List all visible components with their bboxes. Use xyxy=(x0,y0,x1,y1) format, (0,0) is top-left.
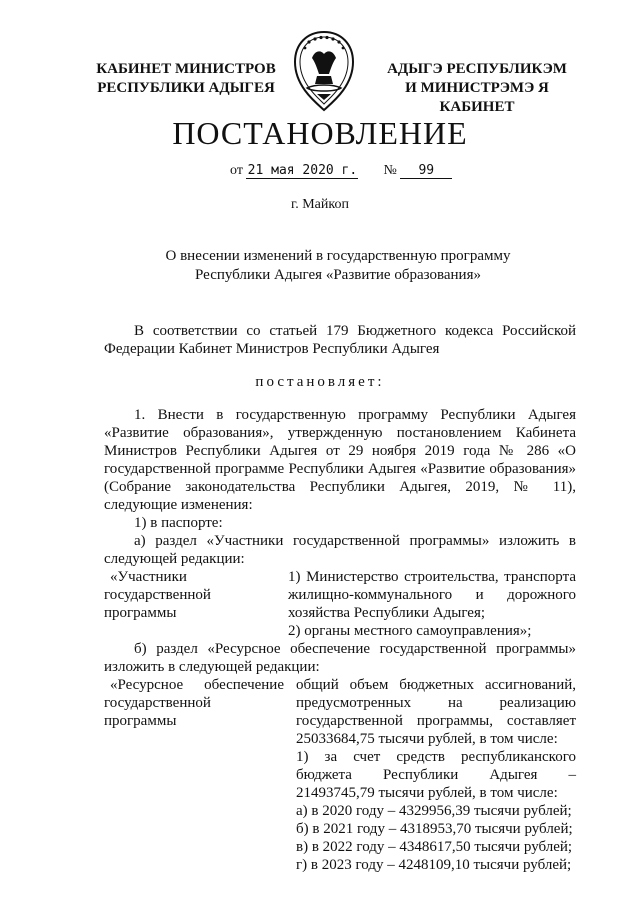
resources-value xyxy=(292,676,576,874)
coat-of-arms-icon xyxy=(287,28,361,114)
item-1-b: б) раздел «Ресурсное обеспечение государственной программы» изложить в следующей редакции: xyxy=(104,641,576,675)
table-row xyxy=(104,676,576,874)
participants-label-text: «Участники государственной программы xyxy=(104,569,211,621)
header-left-line2: РЕСПУБЛИКИ АДЫГЕЯ xyxy=(97,80,275,96)
resources-total: общий объем бюджетных ассигнований, предусмотренных на реализацию государственной программы, составляет 25033684,75 тысячи рублей, в том числе: xyxy=(296,677,576,747)
participants-item-2: 2) органы местного самоуправления»; xyxy=(288,623,532,639)
document-title: ПОСТАНОВЛЕНИЕ xyxy=(172,115,468,151)
participants-value xyxy=(284,568,576,640)
resources-year-2021: б) в 2021 году – 4318953,70 тысячи рублей; xyxy=(296,821,573,837)
header-left-line1: КАБИНЕТ МИНИСТРОВ xyxy=(96,61,276,77)
item-1: 1. Внести в государственную программу Республики Адыгея «Развитие образования», утвержденную постановлением Кабинета Министров Республики Адыгея от 29 ноября 2019 года № 286 «О государственной программе Республики Адыгея «Развитие образования» (Собрание законодательства Республики Адыгея, 2019, № 11), следующие изменения: xyxy=(104,407,576,513)
resources-label xyxy=(104,676,292,874)
date-prefix: от xyxy=(230,163,243,178)
date-line xyxy=(230,163,452,179)
document-subject xyxy=(0,247,640,285)
table-row xyxy=(104,568,576,640)
participants-item-1: 1) Министерство строительства, транспорта жилищно-коммунального и дорожного хозяйства Республики Адыгея; xyxy=(288,569,576,621)
resources-table xyxy=(104,676,576,874)
date-value: 21 мая 2020 г. xyxy=(247,163,358,178)
resources-republic-budget: 1) за счет средств республиканского бюджета Республики Адыгея – 21493745,79 тысячи рублей, в том числе: xyxy=(296,749,576,801)
preamble: В соответствии со статьей 179 Бюджетного кодекса Российской Федерации Кабинет Министров Республики Адыгея xyxy=(104,323,576,357)
resolves-text: постановляет: xyxy=(255,374,385,390)
participants-label xyxy=(104,568,284,640)
resources-year-2023: г) в 2023 году – 4248109,10 тысячи рублей; xyxy=(296,857,572,873)
number-prefix: № xyxy=(383,163,397,178)
header-left xyxy=(96,60,276,98)
item-1-a: а) раздел «Участники государственной программы» изложить в следующей редакции: xyxy=(104,533,576,567)
main-body xyxy=(104,406,576,874)
resources-year-2022: в) в 2022 году – 4348617,50 тысячи рублей; xyxy=(296,839,573,855)
header-right-line2: И МИНИСТРЭМЭ Я КАБИНЕТ xyxy=(405,80,549,115)
subject-line1: О внесении изменений в государственную программу xyxy=(165,248,511,264)
participants-table xyxy=(104,568,576,640)
subject-line2: Республики Адыгея «Развитие образования» xyxy=(195,267,481,283)
header-right-line1: АДЫГЭ РЕСПУБЛИКЭМ xyxy=(387,61,567,77)
resolves-heading xyxy=(0,374,640,391)
city: г. Майкоп xyxy=(291,197,349,212)
header-right xyxy=(372,60,582,117)
resources-label-text: «Ресурсное обеспечение государственной программы xyxy=(104,677,284,729)
resources-year-2020: а) в 2020 году – 4329956,39 тысячи рублей; xyxy=(296,803,572,819)
document-number: 99 xyxy=(400,163,452,179)
item-1-passport: 1) в паспорте: xyxy=(134,515,223,531)
